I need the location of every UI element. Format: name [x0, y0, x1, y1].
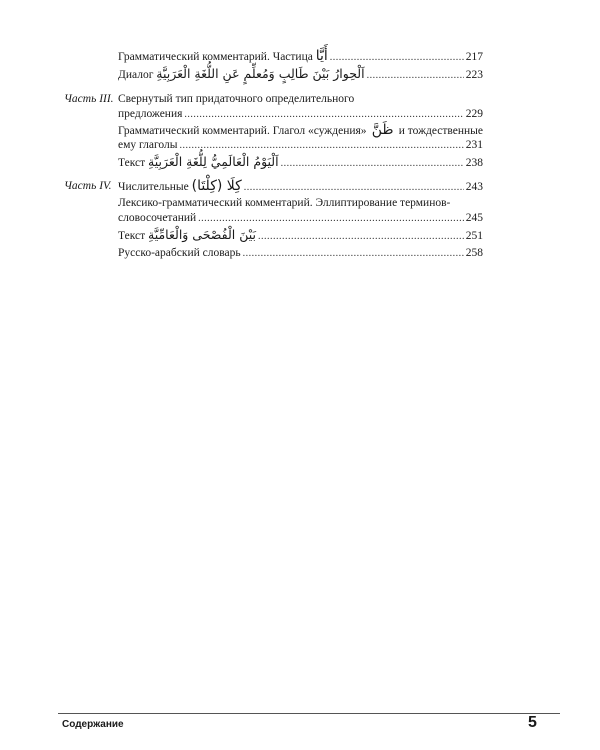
page-number: 243	[465, 181, 483, 193]
page-number: 217	[465, 51, 483, 63]
arabic-text: اَلْيَوْمُ الْعَالَمِيُّ لِلُّغَةِ الْعَرَبِيَّةِ	[148, 154, 279, 169]
toc-entry-text-world-day[interactable]	[118, 155, 483, 171]
toc-entry-text: Текст	[118, 157, 146, 169]
page-number: 245	[465, 212, 483, 224]
leader-dots	[330, 51, 464, 65]
toc-entry-verb-judgement-cont[interactable]	[118, 138, 483, 153]
page-number: 251	[465, 230, 483, 242]
page-number: 223	[465, 69, 483, 81]
leader-dots	[281, 157, 464, 171]
toc-entry-particle[interactable]	[118, 49, 483, 65]
footer-divider	[58, 713, 560, 714]
toc-entry-verb-judgement[interactable]	[118, 123, 483, 138]
toc-entry-text: Грамматический комментарий. Частица	[118, 51, 313, 63]
footer-section-title: Содержание	[62, 719, 124, 730]
toc-entry-text: Лексико-грамматический комментарий. Эллиптирование терминов-	[118, 197, 451, 209]
toc-entry-text: Грамматический комментарий. Глагол «суждения»	[118, 125, 367, 137]
leader-dots	[244, 181, 464, 195]
arabic-text: اَلْحِوارُ بَيْنَ طَالِبٍ وَمُعلِّمٍ عَنِ اللُّغَةِ الْعَرَبِيَّةِ	[156, 66, 365, 81]
page-number: 258	[465, 247, 483, 259]
leader-dots	[179, 139, 463, 153]
toc-entry-dictionary[interactable]	[118, 246, 483, 261]
leader-dots	[258, 230, 464, 244]
arabic-text: بَيْنَ الْفُصْحَى وَالْعَامِّيَّةِ	[148, 227, 256, 242]
toc-entry-part3-title-cont[interactable]	[118, 107, 483, 122]
toc-entry-text-fusha[interactable]	[118, 228, 483, 244]
leader-dots	[198, 212, 464, 226]
part-label-3: Часть III.	[64, 93, 114, 105]
toc-entry-dialog[interactable]	[118, 67, 483, 83]
leader-dots	[184, 108, 463, 122]
page-number: 229	[465, 108, 483, 120]
arabic-text: أَيَّا	[315, 48, 328, 64]
toc-entry-text: Русско-арабский словарь	[118, 247, 241, 259]
toc-entry-text: Диалог	[118, 69, 154, 81]
footer-page-number: 5	[528, 714, 537, 731]
toc-entry-ellipsis[interactable]	[118, 196, 483, 210]
toc-entry-text: ему глаголы	[118, 139, 178, 151]
leader-dots	[243, 247, 464, 261]
toc-entry-part3-title[interactable]	[118, 92, 483, 106]
toc-entry-text: Свернутый тип придаточного определительного	[118, 93, 355, 105]
toc-entry-text: Текст	[118, 230, 146, 242]
arabic-text: كِلَا (كِلْتَا)	[191, 178, 242, 194]
toc-entry-numerals[interactable]	[118, 179, 483, 195]
part-label-4: Часть IV.	[64, 180, 112, 192]
page-number: 231	[465, 139, 483, 151]
toc-entry-text: предложения	[118, 108, 183, 120]
arabic-text: ظَنَّ	[371, 122, 394, 138]
toc-entry-text: Числительные	[118, 181, 189, 193]
toc-entry-text: словосочетаний	[118, 212, 197, 224]
leader-dots	[367, 69, 464, 83]
page-number: 238	[465, 157, 483, 169]
toc-entry-ellipsis-cont[interactable]	[118, 211, 483, 226]
toc-entry-text: и тождественные	[398, 125, 483, 137]
